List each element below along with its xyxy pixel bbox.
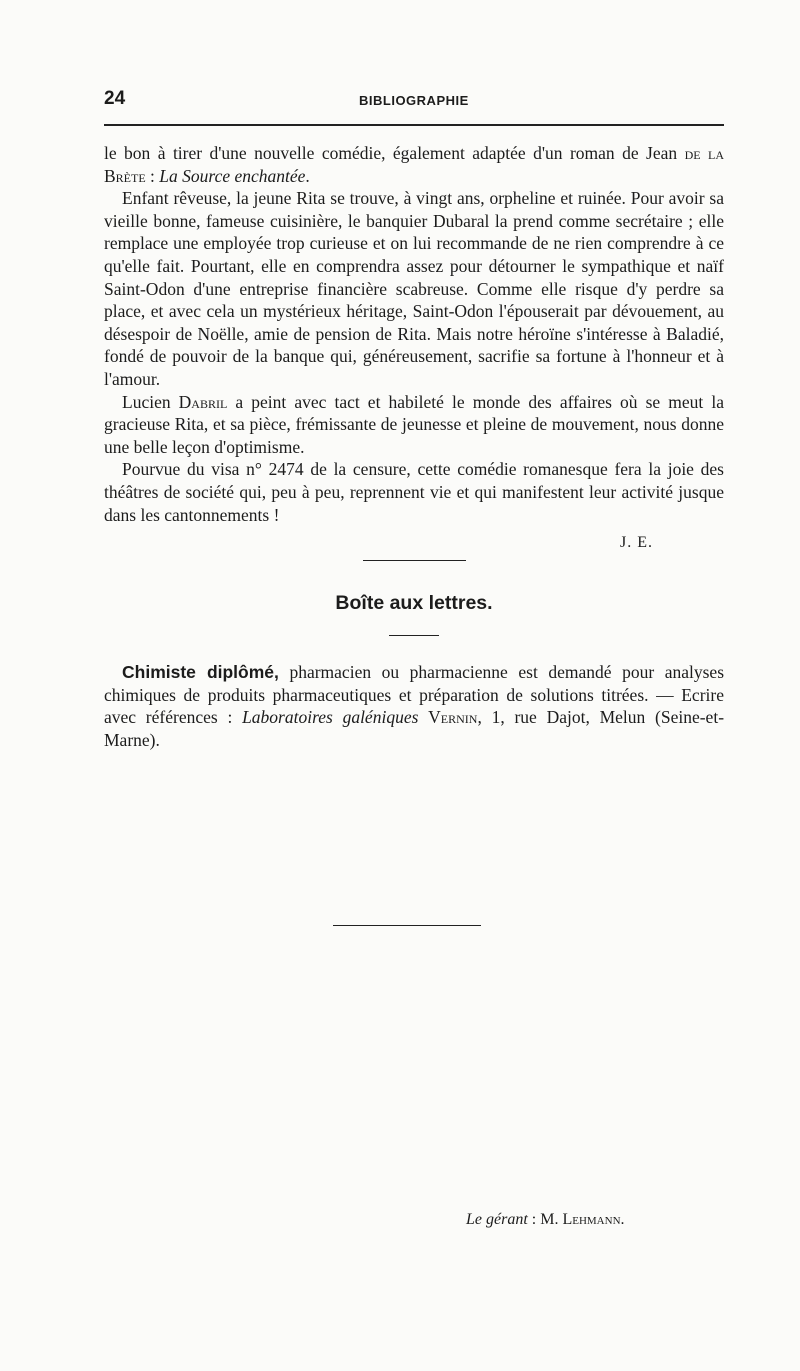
review-text [104, 142, 724, 526]
manager-line: Le gérant : M. Lehmann. [466, 1211, 625, 1228]
lab-name: Laboratoires galéniques [242, 707, 419, 728]
page-header [104, 88, 724, 114]
review-paragraph-2: Enfant rêveuse, la jeune Rita se trouve, à vingt ans, orpheline et ruinée. Pour avoir sa vieille bonne, fameuse cuisinière, le banquier Dubaral la prend comme secrétaire ; elle remplace une employée trop curieuse et on lui recommande de ne rien comprendre à ce qu'elle fait. Pourtant, elle en comprendra assez pour détourner le sympathique et naïf Saint-Odon d'une entreprise financière scabreuse. Comme elle risque d'y perdre sa place, et avec cela un mystérieux héritage, Saint-Odon l'épouserait par dévouement, au désespoir de Noëlle, amie de pension de Rita. Mais notre héroïne s'intéresse à Baladié, fondé de pouvoir de la banque qui, généreusement, sacrifie sa fortune à l'honneur et à l'amour. [104, 188, 724, 389]
page-number: 24 [104, 88, 126, 109]
review-paragraph-4: Pourvue du visa n° 2474 de la censure, cette comédie romanesque fera la joie des théâtres de société qui, peu à peu, reprennent vie et qui manifestent leur activité jusque dans les cantonnements ! [104, 459, 724, 525]
title-rule [389, 635, 439, 636]
review-signature: J. E. [620, 534, 653, 551]
ad-lead: Chimiste diplômé, [122, 662, 279, 682]
section-divider [363, 560, 466, 561]
header-rule [104, 124, 724, 126]
author-name: Dabril [178, 391, 228, 412]
review-paragraph-3: Lucien Dabril a peint avec tact et habileté le monde des affaires où se meut la gracieuse Rita, et sa pièce, frémissante de jeunesse et pleine de mouvement, nous donne une belle leçon d'optimisme. [104, 391, 724, 457]
manager-label: Le gérant [466, 1211, 528, 1228]
classified-ad [104, 661, 724, 751]
end-rule [333, 925, 481, 926]
ad-paragraph: Chimiste diplômé, pharmacien ou pharmacienne est demandé pour analyses chimiques de produits pharmaceutiques et préparation de solutions titrées. — Ecrire avec références : Laboratoires galéniques Vernin, 1, rue Dajot, Melun (Seine-et-Marne). [104, 662, 725, 750]
review-paragraph-1: le bon à tirer d'une nouvelle comédie, également adaptée d'un roman de Jean de la Brète : La Source enchantée. [104, 143, 724, 186]
manager-name: M. Lehmann. [540, 1211, 625, 1228]
lab-owner: Vernin [428, 707, 478, 728]
author-name: de la Brète [104, 143, 724, 186]
section-title: Boîte aux lettres. [335, 592, 493, 614]
running-head: BIBLIOGRAPHIE [359, 93, 469, 108]
work-title: La Source enchantée [159, 165, 306, 186]
